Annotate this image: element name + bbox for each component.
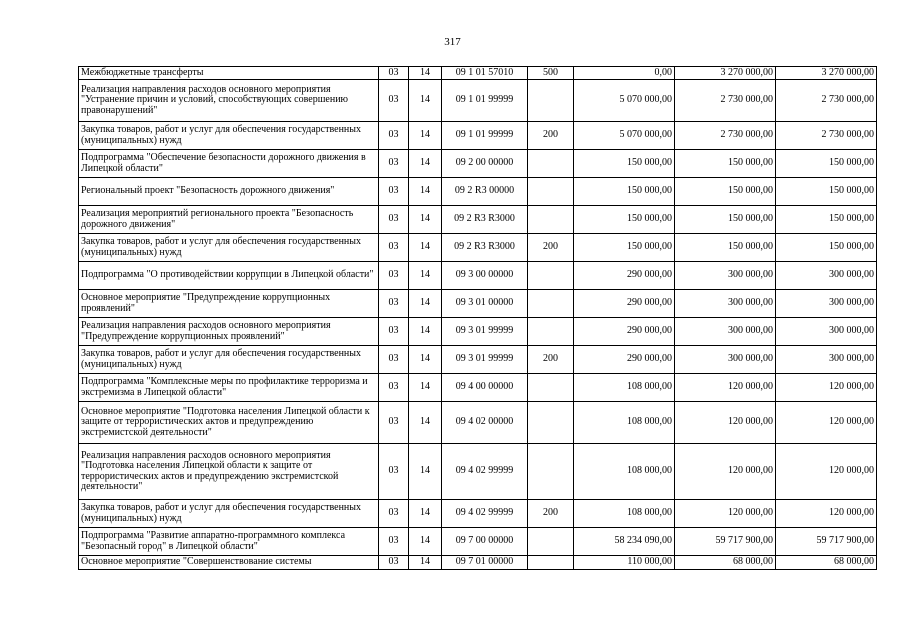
amount-2-cell: 300 000,00 xyxy=(675,346,776,374)
section-code-cell: 03 xyxy=(379,318,409,346)
table-row xyxy=(79,290,877,318)
amount-3-cell: 120 000,00 xyxy=(776,374,877,402)
table-row xyxy=(79,67,877,80)
target-article-cell: 09 2 R3 00000 xyxy=(442,178,528,206)
expense-type-cell xyxy=(528,402,574,444)
row-name-cell: Основное мероприятие "Предупреждение коррупционных проявлений" xyxy=(79,290,379,318)
target-article-cell: 09 1 01 99999 xyxy=(442,122,528,150)
expense-type-cell: 200 xyxy=(528,500,574,528)
section-code-cell: 03 xyxy=(379,528,409,556)
amount-3-cell: 150 000,00 xyxy=(776,206,877,234)
subsection-code-cell: 14 xyxy=(409,150,442,178)
amount-3-cell: 120 000,00 xyxy=(776,402,877,444)
row-name-cell: Закупка товаров, работ и услуг для обеспечения государственных (муниципальных) нужд xyxy=(79,234,379,262)
section-code-cell: 03 xyxy=(379,402,409,444)
amount-2-cell: 2 730 000,00 xyxy=(675,80,776,122)
section-code-cell: 03 xyxy=(379,122,409,150)
amount-2-cell: 300 000,00 xyxy=(675,290,776,318)
target-article-cell: 09 3 00 00000 xyxy=(442,262,528,290)
subsection-code-cell: 14 xyxy=(409,556,442,570)
row-name-cell: Реализация мероприятий регионального проекта "Безопасность дорожного движения" xyxy=(79,206,379,234)
row-name-cell: Межбюджетные трансферты xyxy=(79,67,379,80)
amount-2-cell: 120 000,00 xyxy=(675,374,776,402)
section-code-cell: 03 xyxy=(379,346,409,374)
amount-1-cell: 150 000,00 xyxy=(574,234,675,262)
budget-table xyxy=(78,66,877,570)
table-row xyxy=(79,206,877,234)
target-article-cell: 09 4 02 99999 xyxy=(442,500,528,528)
page-number: 317 xyxy=(444,36,461,48)
table-row xyxy=(79,444,877,500)
amount-1-cell: 108 000,00 xyxy=(574,374,675,402)
expense-type-cell xyxy=(528,262,574,290)
amount-1-cell: 108 000,00 xyxy=(574,402,675,444)
section-code-cell: 03 xyxy=(379,262,409,290)
table-row xyxy=(79,234,877,262)
section-code-cell: 03 xyxy=(379,234,409,262)
row-name-cell: Закупка товаров, работ и услуг для обеспечения государственных (муниципальных) нужд xyxy=(79,500,379,528)
amount-1-cell: 290 000,00 xyxy=(574,318,675,346)
amount-2-cell: 3 270 000,00 xyxy=(675,67,776,80)
target-article-cell: 09 4 00 00000 xyxy=(442,374,528,402)
subsection-code-cell: 14 xyxy=(409,374,442,402)
amount-3-cell: 2 730 000,00 xyxy=(776,80,877,122)
amount-3-cell: 300 000,00 xyxy=(776,318,877,346)
amount-3-cell: 68 000,00 xyxy=(776,556,877,570)
amount-2-cell: 68 000,00 xyxy=(675,556,776,570)
section-code-cell: 03 xyxy=(379,290,409,318)
amount-1-cell: 150 000,00 xyxy=(574,206,675,234)
amount-3-cell: 120 000,00 xyxy=(776,500,877,528)
target-article-cell: 09 2 R3 R3000 xyxy=(442,206,528,234)
expense-type-cell xyxy=(528,374,574,402)
target-article-cell: 09 1 01 57010 xyxy=(442,67,528,80)
table-row xyxy=(79,500,877,528)
table-row xyxy=(79,262,877,290)
amount-1-cell: 290 000,00 xyxy=(574,346,675,374)
amount-3-cell: 120 000,00 xyxy=(776,444,877,500)
target-article-cell: 09 7 01 00000 xyxy=(442,556,528,570)
row-name-cell: Реализация направления расходов основного мероприятия "Устранение причин и условий, способствующих совершению правонарушений" xyxy=(79,80,379,122)
amount-3-cell: 150 000,00 xyxy=(776,234,877,262)
amount-2-cell: 150 000,00 xyxy=(675,206,776,234)
expense-type-cell xyxy=(528,290,574,318)
amount-3-cell: 150 000,00 xyxy=(776,150,877,178)
amount-2-cell: 2 730 000,00 xyxy=(675,122,776,150)
amount-2-cell: 150 000,00 xyxy=(675,178,776,206)
row-name-cell: Реализация направления расходов основного мероприятия "Подготовка населения Липецкой области к защите от террористических актов и предупреждению экстремистской деятельности" xyxy=(79,444,379,500)
amount-2-cell: 300 000,00 xyxy=(675,318,776,346)
table-row xyxy=(79,150,877,178)
section-code-cell: 03 xyxy=(379,374,409,402)
subsection-code-cell: 14 xyxy=(409,67,442,80)
amount-3-cell: 300 000,00 xyxy=(776,346,877,374)
budget-table-body xyxy=(79,67,877,570)
subsection-code-cell: 14 xyxy=(409,234,442,262)
table-row xyxy=(79,318,877,346)
subsection-code-cell: 14 xyxy=(409,262,442,290)
expense-type-cell xyxy=(528,528,574,556)
amount-1-cell: 110 000,00 xyxy=(574,556,675,570)
expense-type-cell xyxy=(528,556,574,570)
subsection-code-cell: 14 xyxy=(409,290,442,318)
amount-1-cell: 150 000,00 xyxy=(574,178,675,206)
section-code-cell: 03 xyxy=(379,206,409,234)
table-row xyxy=(79,374,877,402)
amount-3-cell: 2 730 000,00 xyxy=(776,122,877,150)
amount-1-cell: 5 070 000,00 xyxy=(574,122,675,150)
row-name-cell: Основное мероприятие "Совершенствование системы xyxy=(79,556,379,570)
target-article-cell: 09 2 00 00000 xyxy=(442,150,528,178)
section-code-cell: 03 xyxy=(379,444,409,500)
table-row xyxy=(79,80,877,122)
amount-2-cell: 150 000,00 xyxy=(675,234,776,262)
target-article-cell: 09 7 00 00000 xyxy=(442,528,528,556)
expense-type-cell: 200 xyxy=(528,346,574,374)
row-name-cell: Реализация направления расходов основного мероприятия "Предупреждение коррупционных проявлений" xyxy=(79,318,379,346)
expense-type-cell: 500 xyxy=(528,67,574,80)
row-name-cell: Подпрограмма "Обеспечение безопасности дорожного движения в Липецкой области" xyxy=(79,150,379,178)
amount-1-cell: 290 000,00 xyxy=(574,290,675,318)
section-code-cell: 03 xyxy=(379,67,409,80)
table-row xyxy=(79,346,877,374)
expense-type-cell xyxy=(528,206,574,234)
row-name-cell: Основное мероприятие "Подготовка населения Липецкой области к защите от террористических актов и предупреждению экстремистской деятельности" xyxy=(79,402,379,444)
amount-1-cell: 5 070 000,00 xyxy=(574,80,675,122)
amount-2-cell: 300 000,00 xyxy=(675,262,776,290)
expense-type-cell xyxy=(528,318,574,346)
table-row xyxy=(79,178,877,206)
amount-1-cell: 150 000,00 xyxy=(574,150,675,178)
expense-type-cell xyxy=(528,150,574,178)
subsection-code-cell: 14 xyxy=(409,346,442,374)
subsection-code-cell: 14 xyxy=(409,318,442,346)
amount-1-cell: 0,00 xyxy=(574,67,675,80)
row-name-cell: Подпрограмма "Развитие аппаратно-программного комплекса "Безопасный город" в Липецкой области" xyxy=(79,528,379,556)
subsection-code-cell: 14 xyxy=(409,444,442,500)
subsection-code-cell: 14 xyxy=(409,80,442,122)
row-name-cell: Подпрограмма "О противодействии коррупции в Липецкой области" xyxy=(79,262,379,290)
table-row xyxy=(79,122,877,150)
amount-2-cell: 120 000,00 xyxy=(675,500,776,528)
expense-type-cell xyxy=(528,178,574,206)
amount-1-cell: 290 000,00 xyxy=(574,262,675,290)
amount-2-cell: 120 000,00 xyxy=(675,444,776,500)
subsection-code-cell: 14 xyxy=(409,122,442,150)
row-name-cell: Закупка товаров, работ и услуг для обеспечения государственных (муниципальных) нужд xyxy=(79,122,379,150)
amount-1-cell: 108 000,00 xyxy=(574,500,675,528)
row-name-cell: Закупка товаров, работ и услуг для обеспечения государственных (муниципальных) нужд xyxy=(79,346,379,374)
expense-type-cell: 200 xyxy=(528,234,574,262)
amount-3-cell: 300 000,00 xyxy=(776,290,877,318)
expense-type-cell xyxy=(528,444,574,500)
amount-1-cell: 58 234 090,00 xyxy=(574,528,675,556)
amount-2-cell: 59 717 900,00 xyxy=(675,528,776,556)
target-article-cell: 09 4 02 99999 xyxy=(442,444,528,500)
amount-3-cell: 59 717 900,00 xyxy=(776,528,877,556)
table-row xyxy=(79,556,877,570)
amount-3-cell: 300 000,00 xyxy=(776,262,877,290)
target-article-cell: 09 3 01 00000 xyxy=(442,290,528,318)
target-article-cell: 09 1 01 99999 xyxy=(442,80,528,122)
section-code-cell: 03 xyxy=(379,178,409,206)
subsection-code-cell: 14 xyxy=(409,402,442,444)
amount-3-cell: 3 270 000,00 xyxy=(776,67,877,80)
target-article-cell: 09 4 02 00000 xyxy=(442,402,528,444)
section-code-cell: 03 xyxy=(379,80,409,122)
target-article-cell: 09 3 01 99999 xyxy=(442,318,528,346)
subsection-code-cell: 14 xyxy=(409,500,442,528)
subsection-code-cell: 14 xyxy=(409,206,442,234)
amount-2-cell: 150 000,00 xyxy=(675,150,776,178)
section-code-cell: 03 xyxy=(379,556,409,570)
row-name-cell: Региональный проект "Безопасность дорожного движения" xyxy=(79,178,379,206)
subsection-code-cell: 14 xyxy=(409,178,442,206)
amount-2-cell: 120 000,00 xyxy=(675,402,776,444)
target-article-cell: 09 2 R3 R3000 xyxy=(442,234,528,262)
target-article-cell: 09 3 01 99999 xyxy=(442,346,528,374)
section-code-cell: 03 xyxy=(379,500,409,528)
amount-3-cell: 150 000,00 xyxy=(776,178,877,206)
expense-type-cell xyxy=(528,80,574,122)
section-code-cell: 03 xyxy=(379,150,409,178)
expense-type-cell: 200 xyxy=(528,122,574,150)
amount-1-cell: 108 000,00 xyxy=(574,444,675,500)
table-row xyxy=(79,402,877,444)
subsection-code-cell: 14 xyxy=(409,528,442,556)
table-row xyxy=(79,528,877,556)
row-name-cell: Подпрограмма "Комплексные меры по профилактике терроризма и экстремизма в Липецкой области" xyxy=(79,374,379,402)
